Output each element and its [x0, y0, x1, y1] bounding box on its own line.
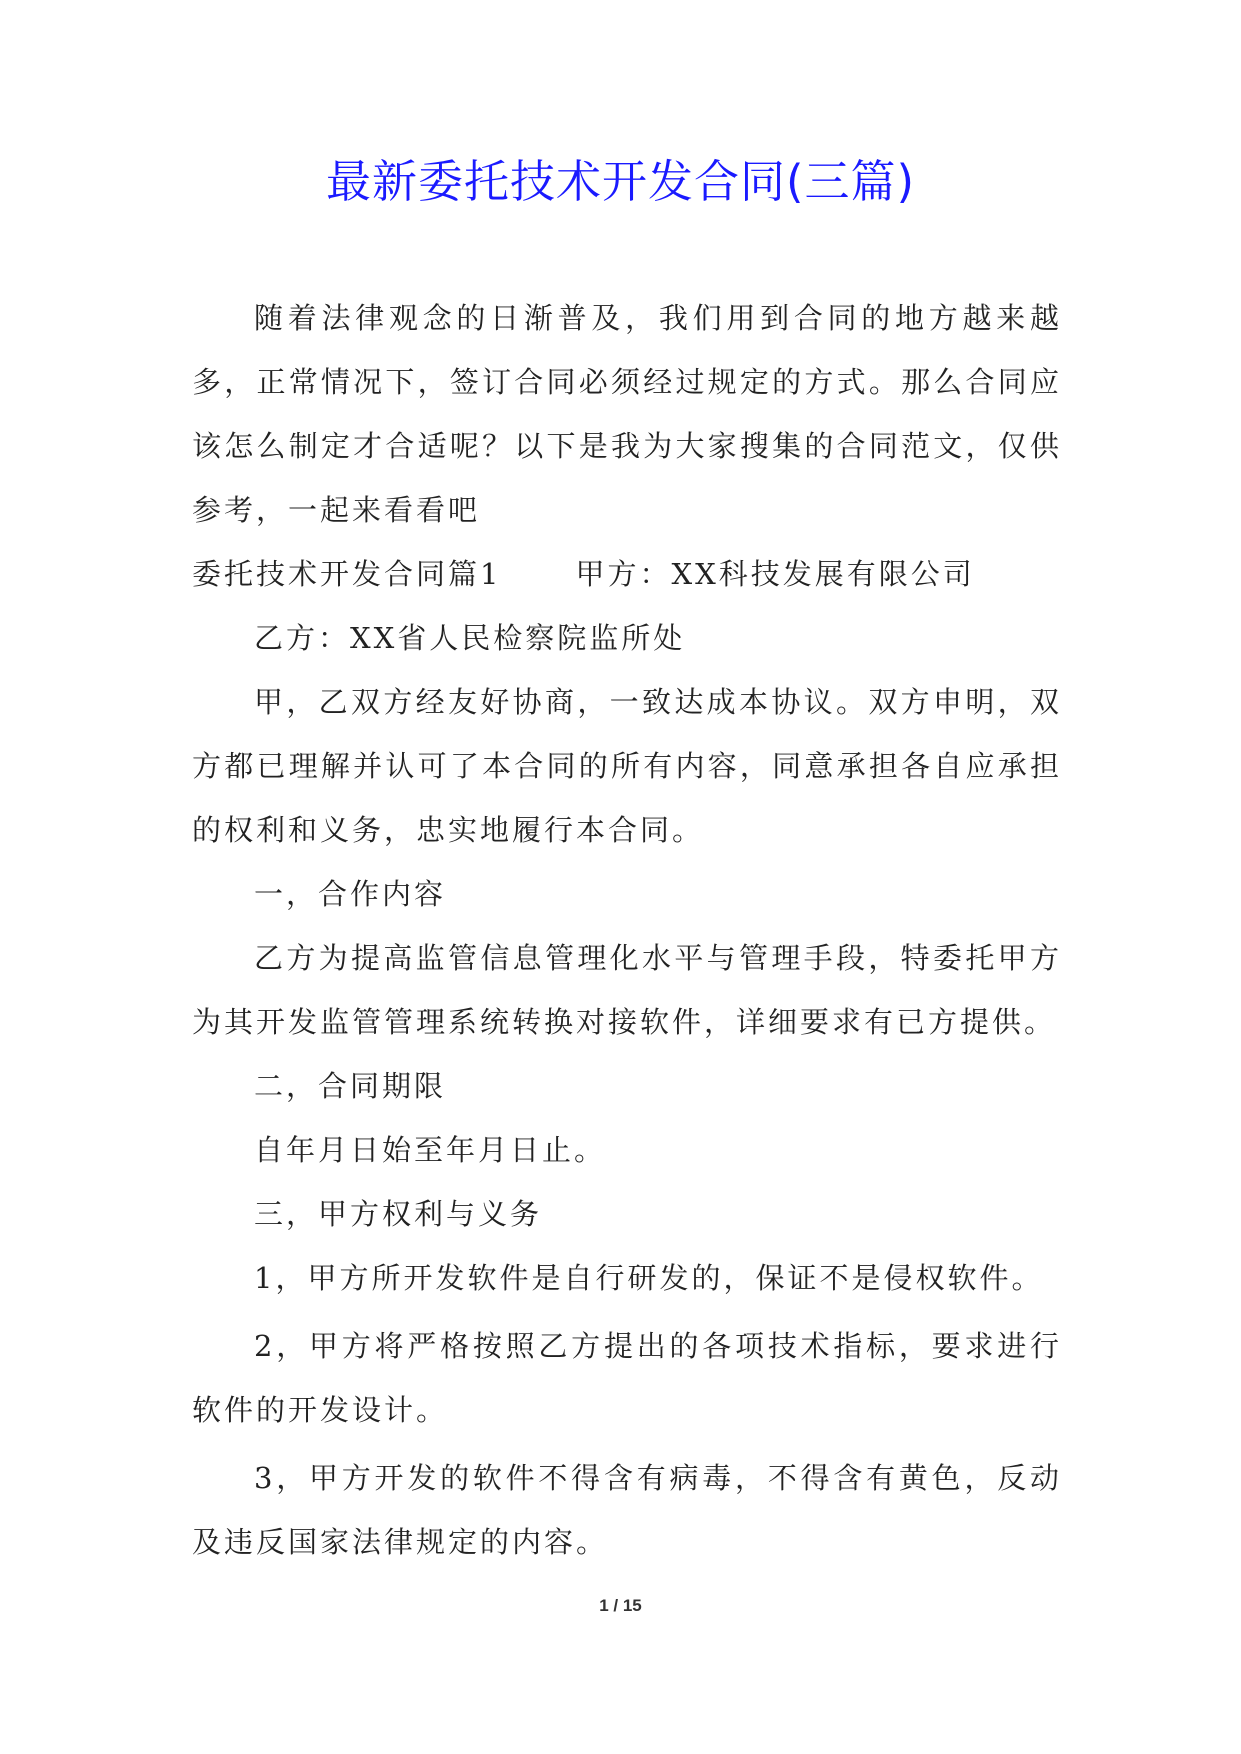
intro-paragraph: 随着法律观念的日渐普及，我们用到合同的地方越来越多，正常情况下，签订合同必须经过规定的方式。那么合同应该怎么制定才合适呢？以下是我为大家搜集的合同范文，仅供参考，一起来看看吧	[192, 301, 1062, 527]
page-number: 1 / 15	[599, 1596, 642, 1615]
list-item: 2，甲方将严格按照乙方提出的各项技术指标，要求进行软件的开发设计。	[192, 1329, 1062, 1427]
section-header-line	[192, 542, 1062, 606]
list-item: 3，甲方开发的软件不得含有病毒，不得含有黄色，反动及违反国家法律规定的内容。	[192, 1461, 1062, 1559]
party-b: 乙方：XX省人民检察院监所处	[254, 621, 686, 655]
heading-term: 二，合同期限	[254, 1069, 447, 1103]
document-body	[192, 286, 1062, 1574]
heading-cooperation: 一，合作内容	[254, 877, 447, 911]
list-item: 1，甲方所开发软件是自行研发的，保证不是侵权软件。	[254, 1261, 1044, 1295]
party-a: 甲方：XX科技发展有限公司	[575, 557, 975, 591]
agreement-paragraph: 甲，乙双方经友好协商，一致达成本协议。双方申明，双方都已理解并认可了本合同的所有内容，同意承担各自应承担的权利和义务，忠实地履行本合同。	[192, 685, 1062, 847]
cooperation-paragraph: 乙方为提高监管信息管理化水平与管理手段，特委托甲方为其开发监管管理系统转换对接软件，详细要求有已方提供。	[192, 941, 1062, 1039]
heading-party-a-rights: 三，甲方权利与义务	[254, 1197, 543, 1231]
term-paragraph: 自年月日始至年月日止。	[254, 1133, 607, 1167]
document-title: 最新委托技术开发合同(三篇)	[325, 155, 916, 208]
section-label: 委托技术开发合同篇1	[192, 557, 502, 591]
